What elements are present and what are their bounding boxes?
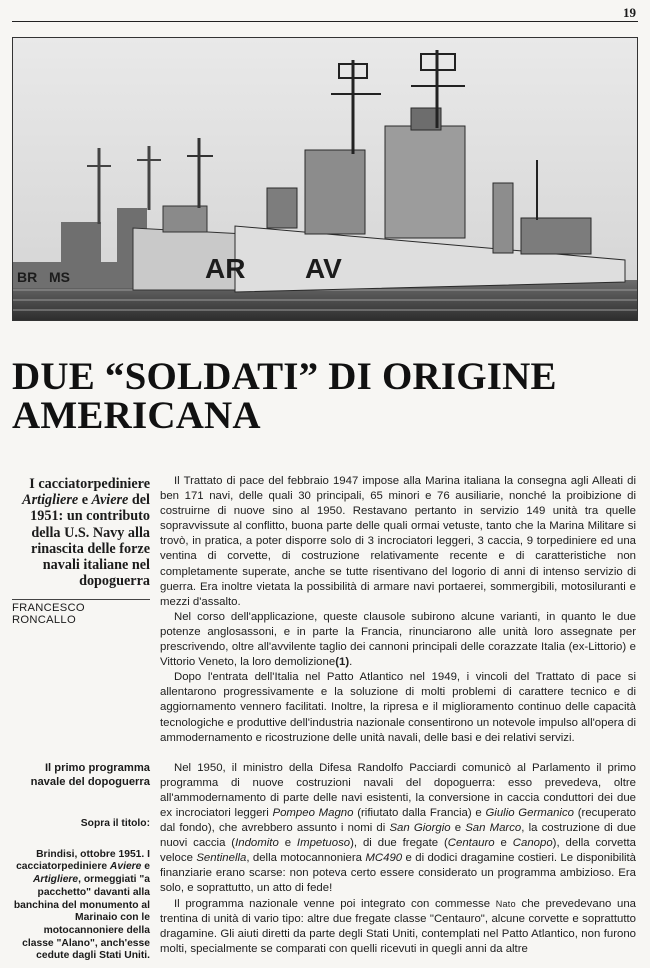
section-heading: Il primo programma navale del dopoguerra xyxy=(30,762,150,788)
author-byline: FRANCESCO RONCALLO xyxy=(12,599,150,626)
hull-label-av: AV xyxy=(305,253,342,284)
hull-label-ms: MS xyxy=(49,269,70,285)
photo-caption xyxy=(12,818,150,963)
small-caps-acronym: Nato xyxy=(495,898,516,909)
paragraph: Il Trattato di pace del febbraio 1947 impose alla Marina italiana la consegna agli Alleati di ben 171 navi, delle quali 30 principali, 65 minori e 76 ausiliarie, nonché la proibizione di costruirne di nuove sino al 1950. Restavano pertanto in servizio 149 unità tra quelle sopravvissute al conflitto, buona parte delle quali ormai vetuste, tanto che la Marina Militare si trovò, in pratica, a poter disporre solo di 3 incrociatori leggeri, 3 caccia, 9 torpediniere ed una ventina di corvette, di costruzione relativamente recente e di caratteristiche non completamente superate, anche se tutte risentivano del logorio di anni di intenso servizio di guerra. Era inoltre vietata la possibilità di armare navi portaerei, sommergibili, motosiluranti e mezzi d'assalto. xyxy=(160,475,636,608)
paragraph: Dopo l'entrata dell'Italia nel Patto Atlantico nel 1949, i vincoli del Trattato di pace si allentarono progressivamente e la soluzione di molti problemi di carattere tecnico e di aggiornamento vennero facilitati. Inoltre, la ripresa e il miglioramento continuo delle capacità tecnologiche e produttive dell'industria nazionale consentirono un notevole impulso all'opera di ammodernamento e ricostruzione delle unità navali, delle basi e dei relativi servizi. xyxy=(160,671,636,744)
ship-name: Artigliere xyxy=(22,492,79,509)
caption-text: Brindisi, ottobre 1951. I cacciatorpediniere Aviere e Artigliere, ormeggiati "a pacchetto" davanti alla banchina del monumento al Marinaio con le motocannoniere della classe "Alano", anch'esse cedute dagli Stati Uniti. xyxy=(13,848,150,962)
article-subtitle: I cacciatorpediniere Artigliere e Aviere del 1951: un contributo della U.S. Navy alla rinascita delle forze navali italiane nel dopoguerra xyxy=(22,476,150,590)
paragraph: Nel corso dell'applicazione, queste clausole subirono alcune varianti, in quanto le due potenze anglosassoni, e in parte la Francia, rinunciarono alle unità loro assegnate per prescrivendo, oltre all'avvilente taglio dei cannoni principali delle corazzate Italia (ex-Littorio) e Vittorio Veneto, la loro demolizione(1). xyxy=(160,610,636,669)
ship-name: Aviere xyxy=(91,492,129,509)
paragraph: Il programma nazionale venne poi integrato con commesse Nato che prevedevano una trentina di unità di vario tipo: altre due fregate classe "Centauro", alcune corvette e soprattutto dragamine. Gli aiuti diretti da parte degli Stati Uniti, contemplati nel Patto Atlantico, non furono molti, specialmente se comparati con quelli ricevuti in quegli anni da altre xyxy=(160,897,637,955)
hull-label-br: BR xyxy=(17,269,38,285)
hull-label-ar: AR xyxy=(205,253,246,284)
article-body xyxy=(160,474,636,957)
page-number: 19 xyxy=(623,5,636,20)
caption-title: Sopra il titolo: xyxy=(80,818,150,829)
destroyers-photo xyxy=(12,37,638,321)
top-rule xyxy=(12,21,638,22)
footnote-ref: (1) xyxy=(335,656,350,669)
article-title: DUE “SOLDATI” DI ORIGINE AMERICANA xyxy=(12,355,557,437)
paragraph: Nel 1950, il ministro della Difesa Randolfo Pacciardi comunicò al Parlamento il primo programma di nuove costruzioni navali del dopoguerra: esso prevedeva, oltre all'ammodernamento di parte delle navi esistenti, la conversione in caccia conduttori dei due ex incrociatori leggeri Pompeo Magno (rifiutato dalla Francia) e Giulio Germanico (recuperato dal fondo), che avrebbero assunto i nomi di San Giorgio e San Marco, la costruzione di due nuovi caccia (Indomito e Impetuoso), di due fregate (Centauro e Canopo), della corvetta veloce Sentinella, della motocannoniera MC490 e di dodici dragamine costieri. Le disponibilità finanziarie erano scarse: non poteva certo essere considerato un programma ambizioso. Era solo, e soprattutto, un atto di fede! xyxy=(160,761,637,895)
